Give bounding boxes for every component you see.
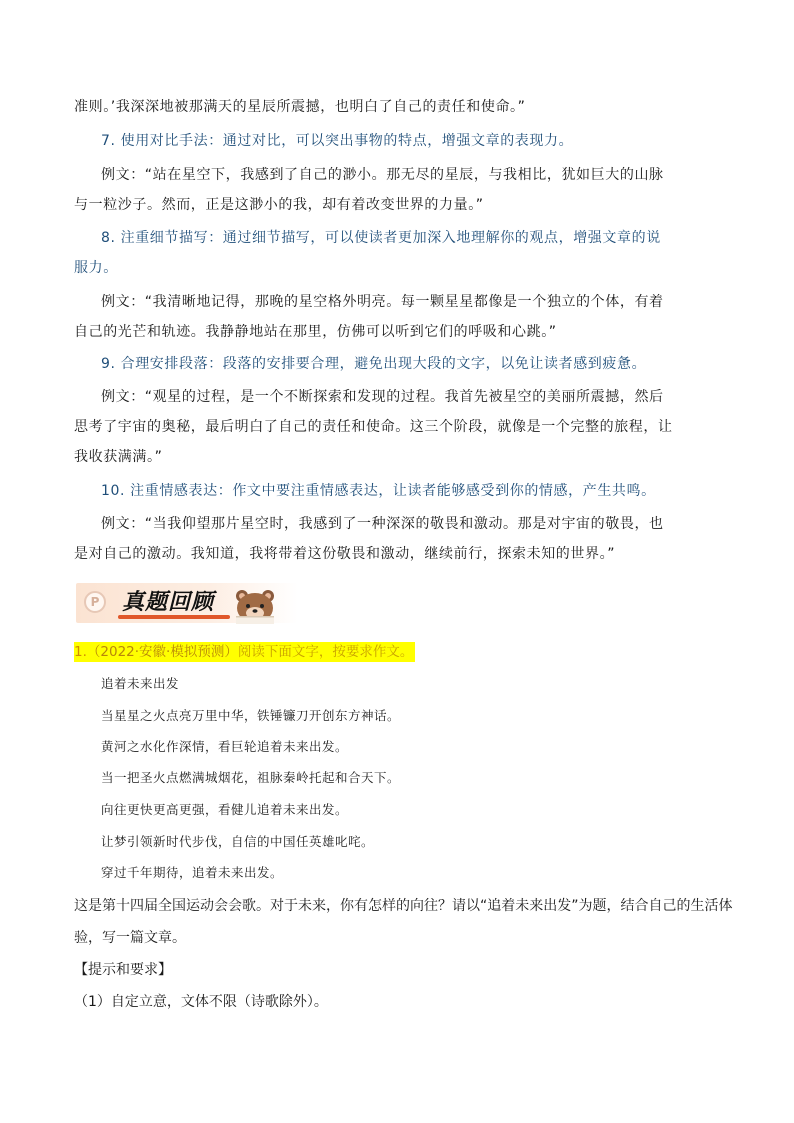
tip-heading-7: 7. 使用对比手法：通过对比，可以突出事物的特点，增强文章的表现力。 <box>101 133 574 149</box>
bear-mascot-icon <box>232 588 278 624</box>
poem-line: 当星星之火点亮万里中华，铁锤镰刀开创东方神话。 <box>101 708 401 723</box>
requirement-item: （1）自定立意，文体不限（诗歌除外）。 <box>74 994 328 1010</box>
instruction-line: 验，写一篇文章。 <box>74 930 186 946</box>
poem-line: 让梦引领新时代步伐，自信的中国任英雄叱咤。 <box>101 834 375 849</box>
tip-heading-10: 10. 注重情感表达：作文中要注重情感表达，让读者能够感受到你的情感，产生共鸣。 <box>101 483 656 499</box>
example-line: 我收获满满。” <box>74 449 163 465</box>
poem-line: 当一把圣火点燃满城烟花，祖脉秦岭托起和合天下。 <box>101 770 401 785</box>
tip-heading-9: 9. 合理安排段落：段落的安排要合理，避免出现大段的文字，以免让读者感到疲惫。 <box>101 356 647 372</box>
example-line: 自己的光芒和轨迹。我静静地站在那里，仿佛可以听到它们的呼吸和心跳。” <box>74 324 557 340</box>
question-prompt: 阅读下面文字，按要求作文。 <box>237 644 414 660</box>
example-line: 例文：“我清晰地记得，那晚的星空格外明亮。每一颗星星都像是一个独立的个体，有着 <box>101 294 664 310</box>
poem-line: 向往更快更高更强，看健儿追着未来出发。 <box>101 802 349 817</box>
instruction-line: 这是第十四届全国运动会会歌。对于未来，你有怎样的向往？请以“追着未来出发”为题，结合自己的生活体 <box>74 898 733 914</box>
example-line: 思考了宇宙的奥秘，最后明白了自己的责任和使命。这三个阶段，就像是一个完整的旅程，让 <box>74 419 673 435</box>
requirements-heading: 【提示和要求】 <box>74 962 172 978</box>
poem-line: 穿过千年期待，追着未来出发。 <box>101 865 284 880</box>
body-line: 准则。’我深深地被那满天的星辰所震撼，也明白了自己的责任和使命。” <box>74 99 526 115</box>
banner-title: 真题回顾 <box>122 590 215 615</box>
example-line: 例文：“站在星空下，我感到了自己的渺小。那无尽的星辰，与我相比，犹如巨大的山脉 <box>101 167 664 183</box>
example-line: 与一粒沙子。然而，正是这渺小的我，却有着改变世界的力量。” <box>74 197 484 213</box>
question-number: 1. <box>74 644 87 660</box>
logo-icon: P <box>84 591 106 613</box>
example-line: 例文：“观星的过程，是一个不断探索和发现的过程。我首先被星空的美丽所震撼，然后 <box>101 389 664 405</box>
tip-heading-8-cont: 服力。 <box>74 260 118 276</box>
question-header <box>74 642 415 662</box>
tip-heading-8: 8. 注重细节描写：通过细节描写，可以使读者更加深入地理解你的观点，增强文章的说 <box>101 230 661 246</box>
poem-line: 黄河之水化作深情，看巨轮追着未来出发。 <box>101 739 349 754</box>
poem-title: 追着未来出发 <box>101 676 180 691</box>
example-line: 例文：“当我仰望那片星空时，我感到了一种深深的敬畏和激动。那是对宇宙的敬畏，也 <box>101 516 664 532</box>
question-source: （2022·安徽·模拟预测） <box>86 644 238 660</box>
example-line: 是对自己的激动。我知道，我将带着这份敬畏和激动，继续前行，探索未知的世界。” <box>74 546 616 562</box>
